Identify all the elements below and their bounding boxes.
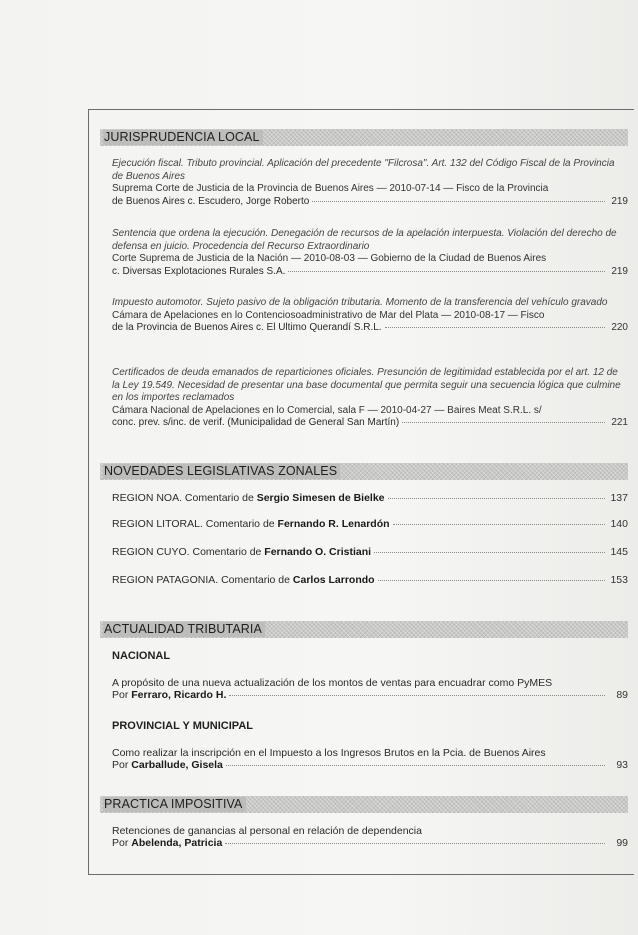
entry-topic: Certificados de deuda emanados de reparticiones oficiales. Presunción de legitimidad establecida por el art. 12 de la Ley 19.549. Necesidad de presentar una base documental que permita seguir una secuencia lógica que culmine en los importes reclamados (112, 367, 621, 403)
toc-entry (112, 297, 628, 335)
entry-line (112, 837, 628, 849)
entry-author: Carballude, Gisela (131, 759, 223, 771)
page-number: 220 (611, 322, 628, 333)
toc-entry (112, 367, 628, 430)
entry-last-line (112, 417, 628, 430)
entry-last-line (112, 266, 628, 279)
dot-leader (393, 524, 605, 525)
entry-line (112, 492, 628, 504)
toc-entry (112, 747, 628, 771)
by-label: Por (112, 759, 132, 771)
entry-parties: c. Diversas Explotaciones Rurales S.A. (112, 265, 286, 277)
entry-title: Retenciones de ganancias al personal en relación de dependencia (112, 825, 422, 837)
entry-last-line (112, 322, 628, 335)
page-number: 153 (610, 574, 628, 586)
entry-title: Como realizar la inscripción en el Impuesto a los Ingresos Brutos en la Pcia. de Buenos Aires (112, 747, 546, 759)
section-bar-practica (100, 796, 628, 813)
page-number: 219 (611, 265, 628, 277)
region-label: REGION NOA. Comentario de (112, 492, 257, 504)
entry-line (112, 574, 628, 586)
page-number: 221 (611, 417, 628, 428)
page-number: 140 (610, 518, 628, 530)
entry-line (112, 546, 628, 558)
dot-leader (402, 422, 605, 423)
entry-author: Fernando O. Cristiani (264, 546, 372, 558)
by-label: Por (112, 689, 132, 701)
dot-leader (288, 271, 605, 272)
dot-leader (385, 327, 605, 328)
page-number: 93 (616, 759, 628, 771)
entry-topic: Impuesto automotor. Sujeto pasivo de la obligación tributaria. Momento de la transferencia del vehículo gravado (112, 297, 608, 308)
section-title: JURISPRUDENCIA LOCAL (103, 130, 263, 145)
toc-entry (112, 825, 628, 849)
section-title: NOVEDADES LEGISLATIVAS ZONALES (103, 464, 340, 479)
entry-last-line (112, 196, 628, 209)
subsection-heading: PROVINCIAL Y MUNICIPAL (112, 720, 253, 732)
dot-leader (312, 201, 605, 202)
entry-parties: de la Provincia de Buenos Aires c. El Ultimo Querandí S.R.L. (112, 322, 382, 333)
subsection-heading: NACIONAL (112, 650, 171, 662)
entry-author: Fernando R. Lenardón (277, 518, 390, 530)
region-label: REGION CUYO. Comentario de (112, 546, 265, 558)
entry-parties: de Buenos Aires c. Escudero, Jorge Roberto (112, 195, 310, 207)
entry-court: Cámara Nacional de Apelaciones en lo Comercial, sala F — 2010-04-27 — Baires Meat S.R.L. s/ (112, 404, 542, 416)
entry-court: Corte Suprema de Justicia de la Nación — 2010-08-03 — Gobierno de la Ciudad de Buenos Aires (112, 253, 547, 264)
entry-byline (112, 837, 222, 849)
dot-leader (229, 695, 605, 696)
entry-region (112, 546, 371, 558)
entry-court: Cámara de Apelaciones en lo Contenciosoadministrativo de Mar del Plata — 2010-08-17 — Fisco (112, 309, 545, 321)
dot-leader (374, 552, 605, 553)
region-label: REGION PATAGONIA. Comentario de (112, 574, 293, 586)
entry-parties: conc. prev. s/inc. de verif. (Municipalidad de General San Martín) (112, 417, 400, 428)
entry-author: Abelenda, Patricia (131, 837, 223, 849)
entry-topic: Ejecución fiscal. Tributo provincial. Aplicación del precedente "Filcrosa". Art. 132 del Código Fiscal de la Provincia de Buenos Aires (112, 158, 615, 182)
entry-topic: Sentencia que ordena la ejecución. Denegación de recursos de la apelación interpuesta. Violación del derecho de defensa en juicio. Procedencia del Recurso Extraordinario (112, 228, 617, 252)
page-number: 219 (611, 195, 628, 207)
entry-title: A propósito de una nueva actualización de los montos de ventas para encuadrar como PyMES (112, 677, 553, 689)
section-title: ACTUALIDAD TRIBUTARIA (103, 622, 265, 637)
by-label: Por (112, 837, 132, 849)
dot-leader (226, 765, 605, 766)
page-number: 137 (610, 492, 628, 504)
section-title: PRACTICA IMPOSITIVA (103, 797, 246, 812)
page-number: 89 (616, 689, 628, 701)
page-number: 99 (616, 837, 628, 849)
entry-author: Ferraro, Ricardo H. (131, 689, 227, 701)
toc-entry (112, 677, 628, 701)
toc-entry (112, 546, 628, 558)
entry-byline (112, 689, 226, 701)
dot-leader (225, 843, 605, 844)
toc-entry (112, 158, 628, 208)
section-bar-novedades (100, 463, 628, 480)
entry-author: Carlos Larrondo (292, 574, 375, 586)
entry-author: Sergio Simesen de Bielke (256, 492, 385, 504)
toc-entry (112, 228, 628, 278)
region-label: REGION LITORAL. Comentario de (112, 518, 278, 530)
toc-entry (112, 518, 628, 530)
entry-region (112, 574, 375, 586)
entry-line (112, 689, 628, 701)
entry-region (112, 492, 385, 504)
entry-byline (112, 759, 223, 771)
entry-court: Suprema Corte de Justicia de la Provincia de Buenos Aires — 2010-07-14 — Fisco de la Provincia (112, 183, 549, 194)
entry-region (112, 518, 390, 530)
toc-entry (112, 492, 628, 504)
dot-leader (388, 498, 605, 499)
toc-entry (112, 574, 628, 586)
section-bar-actualidad (100, 621, 628, 638)
dot-leader (378, 580, 605, 581)
section-bar-jurisprudencia (100, 129, 628, 146)
entry-line (112, 759, 628, 771)
entry-line (112, 518, 628, 530)
page-number: 145 (610, 546, 628, 558)
